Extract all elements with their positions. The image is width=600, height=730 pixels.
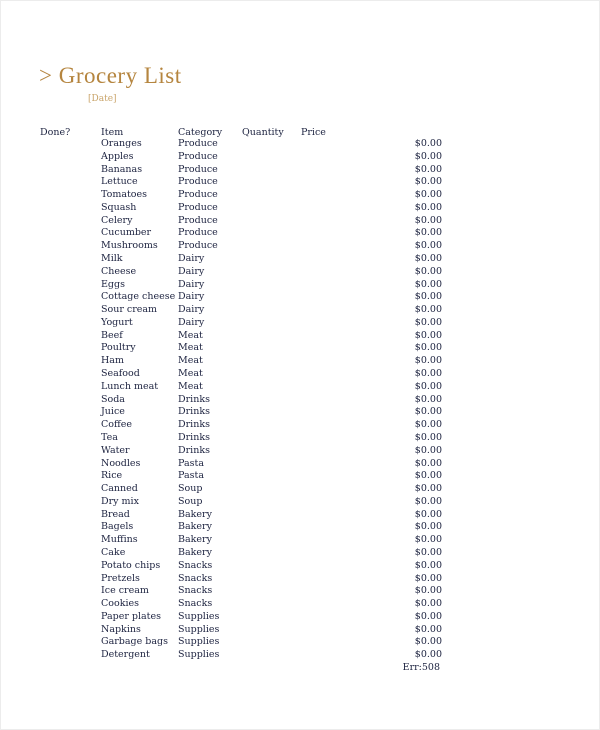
table-row (1, 265, 600, 278)
table-row (1, 214, 600, 227)
table-row (1, 201, 600, 214)
row-total-cell: $0.00 (414, 610, 442, 622)
table-row (1, 163, 600, 176)
item-cell: Cookies (101, 598, 139, 610)
row-total-cell: $0.00 (414, 508, 442, 520)
table-row (1, 354, 600, 367)
item-cell: Cucumber (101, 227, 152, 239)
table-row (1, 405, 600, 418)
item-cell: Poultry (101, 342, 136, 354)
item-cell: Soda (101, 393, 125, 405)
item-cell: Canned (101, 483, 138, 495)
category-cell: Drinks (178, 406, 210, 418)
item-cell: Bagels (101, 521, 134, 533)
item-cell: Muffins (101, 534, 138, 546)
row-total-cell: $0.00 (414, 342, 442, 354)
table-row (1, 572, 600, 585)
table-row (1, 469, 600, 482)
table-row (1, 137, 600, 150)
row-total-cell: $0.00 (414, 380, 442, 392)
table-row (1, 584, 600, 597)
category-cell: Drinks (178, 444, 210, 456)
item-cell: Cheese (101, 265, 137, 277)
row-total-cell: $0.00 (414, 534, 442, 546)
row-total-cell: $0.00 (414, 304, 442, 316)
category-cell: Meat (178, 329, 203, 341)
table-row (1, 623, 600, 636)
row-total-cell: $0.00 (414, 150, 442, 162)
item-cell: Bread (101, 508, 130, 520)
item-cell: Cake (101, 546, 126, 558)
row-total-cell: $0.00 (414, 406, 442, 418)
item-cell: Beef (101, 329, 123, 341)
table-row (1, 610, 600, 623)
item-cell: Yogurt (101, 316, 133, 328)
category-cell: Meat (178, 355, 203, 367)
table-row (1, 188, 600, 201)
table-row (1, 150, 600, 163)
row-total-cell: $0.00 (414, 393, 442, 405)
row-total-cell: $0.00 (414, 483, 442, 495)
row-total-cell: $0.00 (414, 201, 442, 213)
page-title: > Grocery List (39, 63, 182, 88)
row-total-cell: $0.00 (414, 368, 442, 380)
category-cell: Supplies (178, 623, 220, 635)
category-cell: Bakery (178, 534, 212, 546)
row-total-cell: $0.00 (414, 623, 442, 635)
category-cell: Produce (178, 214, 218, 226)
row-total-cell: $0.00 (414, 265, 442, 277)
table-row (1, 508, 600, 521)
row-total-cell: $0.00 (414, 444, 442, 456)
category-cell: Produce (178, 176, 218, 188)
category-cell: Snacks (178, 585, 213, 597)
table-row (1, 431, 600, 444)
category-cell: Bakery (178, 546, 212, 558)
item-cell: Eggs (101, 278, 125, 290)
item-cell: Bananas (101, 163, 143, 175)
item-cell: Tomatoes (101, 189, 148, 201)
table-row (1, 444, 600, 457)
table-row (1, 457, 600, 470)
table-row (1, 546, 600, 559)
row-total-cell: $0.00 (414, 636, 442, 648)
table-row (1, 252, 600, 265)
row-total-cell: $0.00 (414, 572, 442, 584)
grand-total: Err:508 (402, 662, 440, 673)
table-row (1, 380, 600, 393)
item-cell: Rice (101, 470, 123, 482)
category-cell: Dairy (178, 291, 205, 303)
row-total-cell: $0.00 (414, 470, 442, 482)
table-row (1, 533, 600, 546)
item-cell: Mushrooms (101, 240, 158, 252)
row-total-cell: $0.00 (414, 457, 442, 469)
row-total-cell: $0.00 (414, 138, 442, 149)
row-total-cell: $0.00 (414, 521, 442, 533)
table-row (1, 418, 600, 431)
category-cell: Drinks (178, 431, 210, 443)
table-row (1, 316, 600, 329)
category-cell: Dairy (178, 253, 205, 265)
category-cell: Produce (178, 150, 218, 162)
category-cell: Produce (178, 201, 218, 213)
category-cell: Snacks (178, 559, 213, 571)
item-cell: Potato chips (101, 559, 161, 571)
row-total-cell: $0.00 (414, 585, 442, 597)
table-row (1, 520, 600, 533)
row-total-cell: $0.00 (414, 214, 442, 226)
row-total-cell: $0.00 (414, 316, 442, 328)
category-cell: Pasta (178, 457, 204, 469)
table-row (1, 597, 600, 610)
item-cell: Milk (101, 253, 123, 265)
item-cell: Garbage bags (101, 636, 168, 648)
item-cell: Lettuce (101, 176, 138, 188)
item-cell: Sour cream (101, 304, 158, 316)
item-cell: Juice (101, 406, 125, 418)
table-row (1, 290, 600, 303)
row-total-cell: $0.00 (414, 278, 442, 290)
row-total-cell: $0.00 (414, 240, 442, 252)
table-row (1, 329, 600, 342)
table-row (1, 635, 600, 648)
category-cell: Meat (178, 380, 203, 392)
category-cell: Supplies (178, 636, 220, 648)
category-cell: Pasta (178, 470, 204, 482)
row-total-cell: $0.00 (414, 253, 442, 265)
row-total-cell: $0.00 (414, 546, 442, 558)
item-cell: Seafood (101, 368, 140, 380)
table-row (1, 393, 600, 406)
row-total-cell: $0.00 (414, 355, 442, 367)
row-total-cell: $0.00 (414, 495, 442, 507)
table-row (1, 239, 600, 252)
header-quantity: Quantity (242, 127, 284, 138)
category-cell: Snacks (178, 598, 213, 610)
category-cell: Dairy (178, 278, 205, 290)
row-total-cell: $0.00 (414, 227, 442, 239)
row-total-cell: $0.00 (414, 189, 442, 201)
item-cell: Apples (101, 150, 134, 162)
category-cell: Soup (178, 483, 203, 495)
row-total-cell: $0.00 (414, 649, 442, 661)
item-cell: Paper plates (101, 610, 161, 622)
table-row (1, 226, 600, 239)
item-cell: Celery (101, 214, 133, 226)
date-field[interactable]: [Date] (88, 94, 117, 104)
item-cell: Ice cream (101, 585, 149, 597)
table-row (1, 559, 600, 572)
table-row (1, 341, 600, 354)
category-cell: Supplies (178, 649, 220, 661)
category-cell: Dairy (178, 265, 205, 277)
category-cell: Snacks (178, 572, 213, 584)
table-row (1, 278, 600, 291)
table-row (1, 648, 600, 661)
category-cell: Meat (178, 342, 203, 354)
row-total-cell: $0.00 (414, 419, 442, 431)
category-cell: Meat (178, 368, 203, 380)
table-row (1, 495, 600, 508)
item-cell: Water (101, 444, 130, 456)
row-total-cell: $0.00 (414, 291, 442, 303)
category-cell: Drinks (178, 393, 210, 405)
table-row (1, 367, 600, 380)
header-category: Category (178, 127, 223, 138)
category-cell: Produce (178, 227, 218, 239)
item-cell: Napkins (101, 623, 141, 635)
row-total-cell: $0.00 (414, 431, 442, 443)
category-cell: Dairy (178, 316, 205, 328)
row-total-cell: $0.00 (414, 163, 442, 175)
category-cell: Bakery (178, 521, 212, 533)
category-cell: Supplies (178, 610, 220, 622)
header-done: Done? (40, 127, 71, 138)
item-cell: Oranges (101, 138, 142, 149)
item-cell: Pretzels (101, 572, 140, 584)
table-row (1, 175, 600, 188)
category-cell: Soup (178, 495, 203, 507)
item-cell: Coffee (101, 419, 132, 431)
header-item: Item (101, 127, 124, 138)
category-cell: Produce (178, 138, 218, 149)
item-cell: Ham (101, 355, 124, 367)
category-cell: Produce (178, 189, 218, 201)
row-total-cell: $0.00 (414, 176, 442, 188)
item-cell: Squash (101, 201, 137, 213)
category-cell: Produce (178, 240, 218, 252)
row-total-cell: $0.00 (414, 329, 442, 341)
item-cell: Detergent (101, 649, 150, 661)
table-row (1, 303, 600, 316)
category-cell: Drinks (178, 419, 210, 431)
category-cell: Dairy (178, 304, 205, 316)
row-total-cell: $0.00 (414, 559, 442, 571)
item-cell: Dry mix (101, 495, 139, 507)
item-cell: Cottage cheese (101, 291, 176, 303)
item-cell: Noodles (101, 457, 141, 469)
table-row (1, 482, 600, 495)
item-cell: Lunch meat (101, 380, 159, 392)
header-price: Price (301, 127, 326, 138)
item-cell: Tea (101, 431, 118, 443)
row-total-cell: $0.00 (414, 598, 442, 610)
category-cell: Produce (178, 163, 218, 175)
category-cell: Bakery (178, 508, 212, 520)
